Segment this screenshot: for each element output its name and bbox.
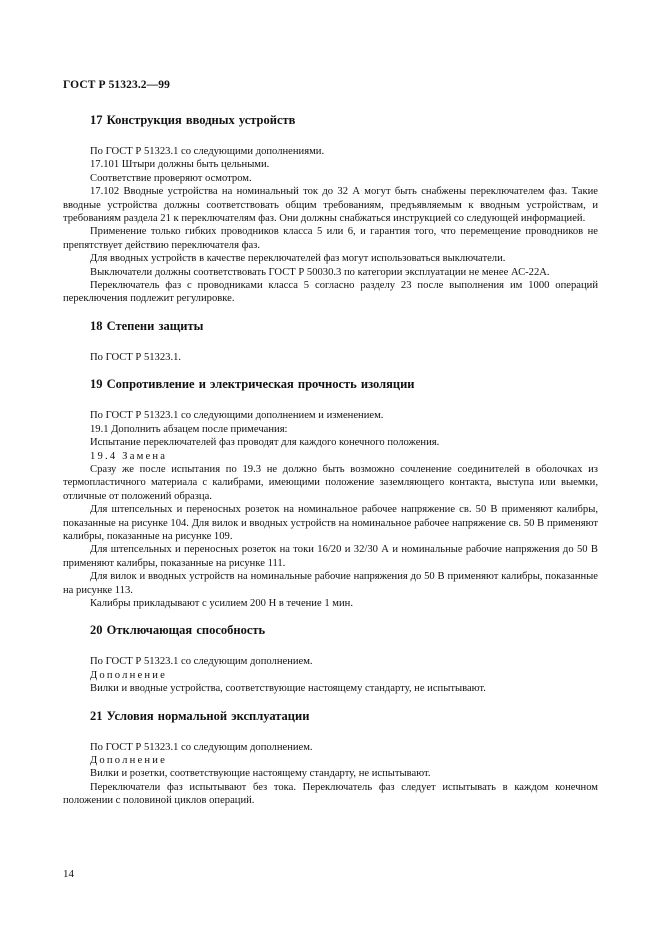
- page-content: [63, 106, 598, 808]
- paragraph: По ГОСТ Р 51323.1 со следующим дополнением.: [90, 741, 313, 753]
- paragraph: Для вводных устройств в качестве переключателей фаз могут использоваться выключатели.: [90, 253, 506, 265]
- paragraph: Для штепсельных и переносных розеток на токи 16/20 и 32/30 А и номинальные рабочие напряжения до 50 В применяют калибры, показанные на рисунке 111.: [63, 544, 598, 569]
- section-19: [63, 376, 598, 610]
- paragraph: Для вилок и вводных устройств на номинальные рабочие напряжения до 50 В применяют калибры, показанные на рисунке 113.: [63, 571, 598, 596]
- section-18: [63, 318, 598, 364]
- document-code-header: ГОСТ Р 51323.2—99: [63, 79, 170, 91]
- paragraph-addition-label: Дополнение: [90, 755, 168, 766]
- paragraph: Переключатели фаз испытывают без тока. Переключатель фаз следует испытывать в каждом конечном положении с половиной циклов операций.: [63, 781, 598, 807]
- paragraph: Сразу же после испытания по 19.3 не должно быть возможно сочленение соединителей в оболочках из термопластичного материала с калибрами, имеющими положение заземляющего контакта, выступа или выемки, отличные от положений образца.: [63, 463, 598, 502]
- paragraph: 19.1 Дополнить абзацем после примечания:: [90, 423, 288, 435]
- paragraph: Вилки и розетки, соответствующие настоящему стандарту, не испытывают.: [90, 768, 431, 780]
- paragraph: 17.102 Вводные устройства на номинальный ток до 32 А могут быть снабжены переключателем фаз. Такие вводные устройства должны соответствовать общим требованиям, предъявляемым к вводным устройствам, и требованиям раздела 21 к переключателям фаз. Они должны снабжаться инструкцией со следующей информацией.: [63, 186, 598, 225]
- paragraph: Вилки и вводные устройства, соответствующие настоящему стандарту, не испытывают.: [90, 683, 486, 695]
- page-number: 14: [63, 868, 74, 880]
- paragraph: Выключатели должны соответствовать ГОСТ Р 50030.3 по категории эксплуатации не менее АС-22А.: [90, 266, 550, 278]
- paragraph: Калибры прикладывают с усилием 200 Н в течение 1 мин.: [90, 597, 353, 609]
- paragraph: По ГОСТ Р 51323.1 со следующими дополнением и изменением.: [90, 410, 384, 422]
- paragraph-addition-label: Дополнение: [90, 669, 168, 681]
- paragraph: Соответствие проверяют осмотром.: [90, 172, 252, 184]
- section-title: 17 Конструкция вводных устройств: [90, 113, 296, 127]
- paragraph: Переключатель фаз с проводниками класса 5 согласно разделу 23 после выполнения им 1000 операций переключения подлежит регулировке.: [63, 280, 598, 305]
- paragraph: Применение только гибких проводников класса 5 или 6, и гарантия того, что перемещение проводников не препятствует действию переключателя фаз.: [63, 226, 598, 251]
- section-title: 21 Условия нормальной эксплуатации: [90, 708, 310, 723]
- paragraph: 17.101 Штыри должны быть цельными.: [90, 159, 270, 171]
- section-20: [63, 622, 598, 695]
- section-17: [63, 112, 598, 306]
- paragraph-replacement-label: 19.4 Замена: [90, 450, 168, 462]
- paragraph: По ГОСТ Р 51323.1 со следующим дополнением.: [90, 656, 313, 668]
- section-title: 20 Отключающая способность: [90, 623, 266, 638]
- section-title: 19 Сопротивление и электрическая прочность изоляции: [90, 377, 415, 392]
- section-21: [63, 708, 598, 808]
- paragraph: По ГОСТ Р 51323.1 со следующими дополнениями.: [90, 146, 325, 157]
- paragraph: Для штепсельных и переносных розеток на номинальное рабочее напряжение св. 50 В применяют калибры, показанные на рисунке 104. Для вилок и вводных устройств на номинальное рабочее напряжение св. 50 В применяют калибры, показанные на рисунке 109.: [63, 504, 598, 542]
- paragraph: По ГОСТ Р 51323.1.: [90, 351, 182, 363]
- paragraph: Испытание переключателей фаз проводят для каждого конечного положения.: [90, 437, 440, 449]
- section-title: 18 Степени защиты: [90, 318, 204, 333]
